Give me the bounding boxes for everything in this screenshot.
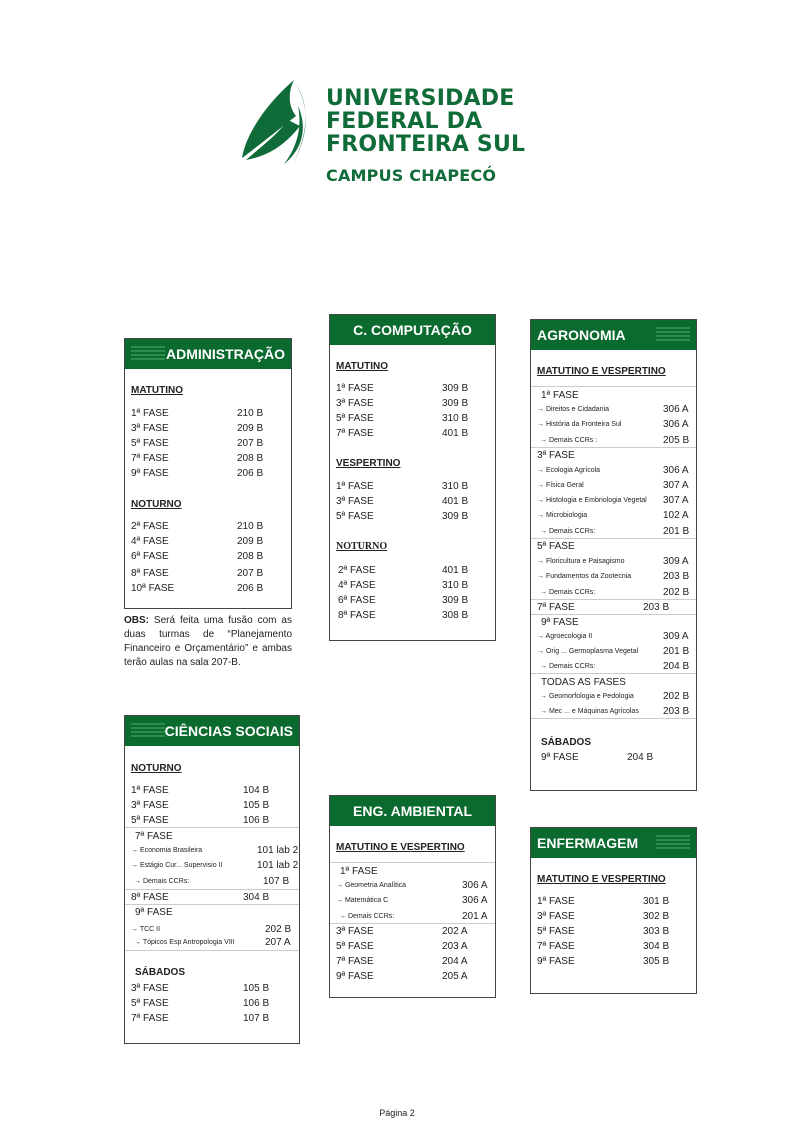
- ccr-row: [336, 895, 488, 906]
- card-administracao: [124, 338, 292, 609]
- fase: 3ª FASE: [336, 496, 374, 507]
- section-noturno: NOTURNO: [336, 541, 388, 552]
- sala: 306 A: [663, 465, 689, 476]
- section-sabados: SÁBADOS: [541, 737, 592, 748]
- fase: 1ª FASE: [336, 383, 374, 394]
- section-sabados: SÁBADOS: [135, 967, 186, 978]
- ccr: → Física Geral: [537, 482, 584, 489]
- divider: [531, 386, 696, 387]
- sala: 206 B: [237, 468, 264, 479]
- ccr: → Demais CCRs:: [540, 663, 596, 670]
- row: [131, 438, 264, 449]
- fase: 9ª FASE: [541, 752, 579, 763]
- ccr: → Estágio Cur... Supervisio II: [131, 862, 223, 869]
- row: [131, 568, 264, 579]
- row: [336, 926, 468, 937]
- ccr: → Demais CCRs:: [540, 589, 596, 596]
- card-title: ENG. AMBIENTAL: [353, 803, 472, 819]
- sala: 107 B: [263, 876, 290, 887]
- fase: 1ª FASE: [131, 785, 169, 796]
- row: [131, 998, 270, 1009]
- row: [131, 983, 270, 994]
- divider: [531, 718, 696, 719]
- ccr: → Demais CCRs :: [540, 437, 598, 444]
- divider: [531, 538, 696, 539]
- divider: [531, 599, 696, 600]
- ccr-row: [537, 510, 689, 521]
- divider: [125, 904, 299, 905]
- ccr-row: [540, 691, 690, 702]
- ccr-row: [537, 419, 689, 430]
- sala: 309 A: [663, 556, 689, 567]
- fase-label: 9ª FASE: [541, 617, 579, 628]
- card-title: ENFERMAGEM: [537, 835, 639, 851]
- ccr-row: [537, 571, 690, 582]
- fase: 1ª FASE: [336, 481, 374, 492]
- fase: 1ª FASE: [131, 408, 169, 419]
- ccr: → Orig ... Germoplasma Vegetal: [537, 648, 639, 655]
- sala: 309 A: [663, 631, 689, 642]
- sala: 303 B: [643, 926, 670, 937]
- divider: [330, 862, 495, 863]
- ccr-row: [537, 495, 689, 506]
- ccr-row: [339, 911, 488, 922]
- ccr: → Fundamentos da Zootecnia: [537, 573, 632, 580]
- sala: 210 B: [237, 521, 264, 532]
- row: [131, 583, 264, 594]
- card-computacao: [329, 314, 496, 641]
- fase: 3ª FASE: [336, 926, 374, 937]
- stripes-decoration: [656, 835, 690, 851]
- sala: 201 A: [462, 911, 488, 922]
- ccr-row: [336, 880, 488, 891]
- fase: 5ª FASE: [336, 941, 374, 952]
- card-header: [125, 716, 299, 746]
- ccr: → Ecologia Agrícola: [537, 467, 601, 474]
- ccr-row: [131, 924, 292, 935]
- ccr: → Agroecologia II: [537, 633, 593, 640]
- ccr: → Geomorfologia e Pedologia: [540, 693, 634, 700]
- sala: 309 B: [442, 511, 469, 522]
- fase: 5ª FASE: [131, 815, 169, 826]
- fase: 8ª FASE: [131, 568, 169, 579]
- sala: 204 B: [663, 661, 690, 672]
- sala: 203 B: [663, 706, 690, 717]
- row: [131, 892, 270, 903]
- row: [537, 956, 670, 967]
- fase: 5ª FASE: [131, 438, 169, 449]
- fase: 7ª FASE: [336, 956, 374, 967]
- row: [131, 536, 264, 547]
- row: [537, 911, 670, 922]
- row: [537, 926, 670, 937]
- fase: 9ª FASE: [537, 956, 575, 967]
- section-noturno: NOTURNO: [131, 499, 182, 510]
- section-noturno: NOTURNO: [131, 763, 182, 774]
- card-agronomia: [530, 319, 697, 791]
- sala: 105 B: [243, 800, 270, 811]
- ccr-row: [540, 587, 690, 598]
- ccr: → Direitos e Cidadania: [537, 406, 609, 413]
- fase-label: 7ª FASE: [135, 831, 173, 842]
- fase: 4ª FASE: [338, 580, 376, 591]
- fase: 3ª FASE: [336, 398, 374, 409]
- ccr-row: [131, 860, 299, 871]
- sala: 202 B: [663, 691, 690, 702]
- sala: 207 B: [237, 568, 264, 579]
- stripes-decoration: [656, 327, 690, 343]
- ccr-row: [537, 404, 689, 415]
- fase-label: 1ª FASE: [541, 390, 579, 401]
- fase: 6ª FASE: [131, 551, 169, 562]
- sala: 201 B: [663, 526, 690, 537]
- ccr-row: [537, 556, 689, 567]
- ccr-row: [537, 465, 689, 476]
- sala: 105 B: [243, 983, 270, 994]
- ccr: → Histologia e Embriologia Vegetal: [537, 497, 647, 504]
- row: [541, 752, 654, 763]
- fase: 5ª FASE: [537, 926, 575, 937]
- sala: 310 B: [442, 580, 469, 591]
- sala: 307 A: [663, 495, 689, 506]
- sala: 302 B: [643, 911, 670, 922]
- section-matutino: MATUTINO: [131, 385, 184, 396]
- divider: [125, 950, 299, 951]
- obs-text: Será feita uma fusão com as duas turmas de “Planejamento Financeiro e Orçamentário” e ambas terão aulas na sala 207-B.: [124, 615, 292, 668]
- leaf-logo-icon: [238, 76, 328, 176]
- sala: 106 B: [243, 815, 270, 826]
- ccr: → Matemática C: [336, 897, 389, 904]
- sala: 306 A: [663, 404, 689, 415]
- sala: 106 B: [243, 998, 270, 1009]
- sala: 102 A: [663, 510, 689, 521]
- row: [336, 971, 468, 982]
- sala: 310 B: [442, 413, 469, 424]
- sala: 304 B: [243, 892, 270, 903]
- divider: [125, 889, 299, 890]
- divider: [125, 827, 299, 828]
- sala: 202 A: [442, 926, 468, 937]
- sala: 205 B: [663, 435, 690, 446]
- sala: 207 B: [237, 438, 264, 449]
- row: [338, 610, 469, 621]
- sala: 205 A: [442, 971, 468, 982]
- sala: 306 A: [663, 419, 689, 430]
- sala: 209 B: [237, 423, 264, 434]
- row: [131, 423, 264, 434]
- fase-label: 5ª FASE: [537, 541, 575, 552]
- fase: 7ª FASE: [131, 1013, 169, 1024]
- section-periodo: MATUTINO E VESPERTINO: [537, 874, 666, 885]
- fase: 2ª FASE: [131, 521, 169, 532]
- row: [131, 815, 270, 826]
- ccr: → Demais CCRs:: [540, 528, 596, 535]
- ccr-row: [131, 845, 299, 856]
- sala: 208 B: [237, 453, 264, 464]
- fase: 5ª FASE: [131, 998, 169, 1009]
- card-title: ADMINISTRAÇÃO: [166, 346, 285, 362]
- fase-label: 3ª FASE: [537, 450, 575, 461]
- ccr: → Microbiologia: [537, 512, 588, 519]
- sala: 204 A: [442, 956, 468, 967]
- fase-label: 1ª FASE: [340, 866, 378, 877]
- row: [131, 521, 264, 532]
- sala: 202 B: [663, 587, 690, 598]
- ccr: → Economia Brasileira: [131, 847, 203, 854]
- fase: 3ª FASE: [131, 983, 169, 994]
- ccr-row: [540, 526, 690, 537]
- sala: 309 B: [442, 595, 469, 606]
- fase: 10ª FASE: [131, 583, 175, 594]
- card-header: [125, 339, 291, 369]
- obs-note: [124, 614, 292, 670]
- card-title: AGRONOMIA: [537, 327, 626, 343]
- fase: 3ª FASE: [131, 423, 169, 434]
- ccr-row: [537, 646, 690, 657]
- sala: 306 A: [462, 880, 488, 891]
- sala: 206 B: [237, 583, 264, 594]
- fase: 9ª FASE: [131, 468, 169, 479]
- row: [336, 941, 468, 952]
- section-matutino: MATUTINO: [336, 361, 389, 372]
- fase-label: 9ª FASE: [135, 907, 173, 918]
- ccr: → Geometria Analítica: [336, 882, 407, 889]
- sala: 305 B: [643, 956, 670, 967]
- ccr-row: [540, 661, 690, 672]
- ccr: → Demais CCRs:: [339, 913, 395, 920]
- row: [537, 941, 670, 952]
- fase: 3ª FASE: [537, 911, 575, 922]
- row: [131, 453, 264, 464]
- sala: 301 B: [643, 896, 670, 907]
- fase: 8ª FASE: [338, 610, 376, 621]
- ccr: → História da Fronteira Sul: [537, 421, 622, 428]
- row: [338, 580, 469, 591]
- sala: 101 lab 2: [257, 860, 299, 871]
- row: [131, 468, 264, 479]
- row: [131, 1013, 270, 1024]
- fase-label: TODAS AS FASES: [541, 677, 626, 688]
- sala: 401 B: [442, 428, 469, 439]
- logo-line-3: FRONTEIRA SUL: [326, 132, 526, 157]
- sala: 204 B: [627, 752, 654, 763]
- ccr: → TCC II: [131, 926, 161, 933]
- sala: 307 A: [663, 480, 689, 491]
- card-header: [531, 320, 696, 350]
- sala: 304 B: [643, 941, 670, 952]
- sala: 203 B: [643, 602, 670, 613]
- stripes-decoration: [131, 346, 165, 362]
- row: [336, 413, 469, 424]
- card-ciencias-sociais: [124, 715, 300, 1044]
- sala: 203 B: [663, 571, 690, 582]
- logo-campus: CAMPUS CHAPECÓ: [326, 166, 497, 185]
- row: [131, 551, 264, 562]
- fase: 2ª FASE: [338, 565, 376, 576]
- fase: 7ª FASE: [537, 941, 575, 952]
- card-title: C. COMPUTAÇÃO: [353, 322, 472, 338]
- fase: 7ª FASE: [131, 453, 169, 464]
- ccr-row: [540, 435, 690, 446]
- obs-label: OBS:: [124, 615, 149, 626]
- sala: 201 B: [663, 646, 690, 657]
- section-vespertino: VESPERTINO: [336, 458, 401, 469]
- card-header: [330, 315, 495, 345]
- row: [338, 595, 469, 606]
- ufs-logo: [238, 76, 558, 188]
- ccr-row: [540, 706, 690, 717]
- row: [336, 481, 469, 492]
- sala: 107 B: [243, 1013, 270, 1024]
- ccr-row: [134, 876, 290, 887]
- sala: 207 A: [265, 937, 291, 948]
- sala: 209 B: [237, 536, 264, 547]
- fase: 1ª FASE: [537, 896, 575, 907]
- card-enfermagem: [530, 827, 697, 994]
- stripes-decoration: [131, 723, 165, 739]
- fase: 3ª FASE: [131, 800, 169, 811]
- fase: 5ª FASE: [336, 511, 374, 522]
- row: [336, 428, 469, 439]
- fase: 6ª FASE: [338, 595, 376, 606]
- sala: 309 B: [442, 383, 469, 394]
- card-header: [330, 796, 495, 826]
- sala: 306 A: [462, 895, 488, 906]
- row: [336, 496, 469, 507]
- fase: 9ª FASE: [336, 971, 374, 982]
- fase: 7ª FASE: [336, 428, 374, 439]
- sala: 101 lab 2: [257, 845, 299, 856]
- card-header: [531, 828, 696, 858]
- ccr-row: [537, 631, 689, 642]
- divider: [531, 614, 696, 615]
- fase: 8ª FASE: [131, 892, 169, 903]
- divider: [531, 673, 696, 674]
- section-periodo: MATUTINO E VESPERTINO: [336, 842, 465, 853]
- ccr: → Demais CCRs:: [134, 878, 190, 885]
- divider: [330, 923, 495, 924]
- fase: 5ª FASE: [336, 413, 374, 424]
- sala: 202 B: [265, 924, 292, 935]
- divider: [531, 447, 696, 448]
- sala: 210 B: [237, 408, 264, 419]
- row: [131, 408, 264, 419]
- row: [537, 602, 670, 613]
- ccr-row: [134, 937, 291, 948]
- sala: 104 B: [243, 785, 270, 796]
- row: [336, 956, 468, 967]
- ccr: → Mec ... e Máquinas Agrícolas: [540, 708, 639, 715]
- row: [537, 896, 670, 907]
- sala: 309 B: [442, 398, 469, 409]
- row: [338, 565, 469, 576]
- sala: 401 B: [442, 496, 469, 507]
- row: [336, 398, 469, 409]
- ccr-row: [537, 480, 689, 491]
- logo-line-2: FEDERAL DA: [326, 109, 483, 134]
- section-periodo: MATUTINO E VESPERTINO: [537, 366, 666, 377]
- ccr: → Tópicos Esp Antropologia VIII: [134, 939, 235, 946]
- sala: 310 B: [442, 481, 469, 492]
- fase: 7ª FASE: [537, 602, 575, 613]
- ccr: → Floricultura e Paisagismo: [537, 558, 625, 565]
- sala: 208 B: [237, 551, 264, 562]
- row: [336, 383, 469, 394]
- row: [131, 785, 270, 796]
- fase: 4ª FASE: [131, 536, 169, 547]
- sala: 401 B: [442, 565, 469, 576]
- logo-line-1: UNIVERSIDADE: [326, 86, 515, 111]
- card-eng-ambiental: [329, 795, 496, 998]
- row: [336, 511, 469, 522]
- row: [131, 800, 270, 811]
- sala: 308 B: [442, 610, 469, 621]
- page-number: Página 2: [379, 1108, 415, 1118]
- sala: 203 A: [442, 941, 468, 952]
- card-title: CIÊNCIAS SOCIAIS: [164, 723, 293, 739]
